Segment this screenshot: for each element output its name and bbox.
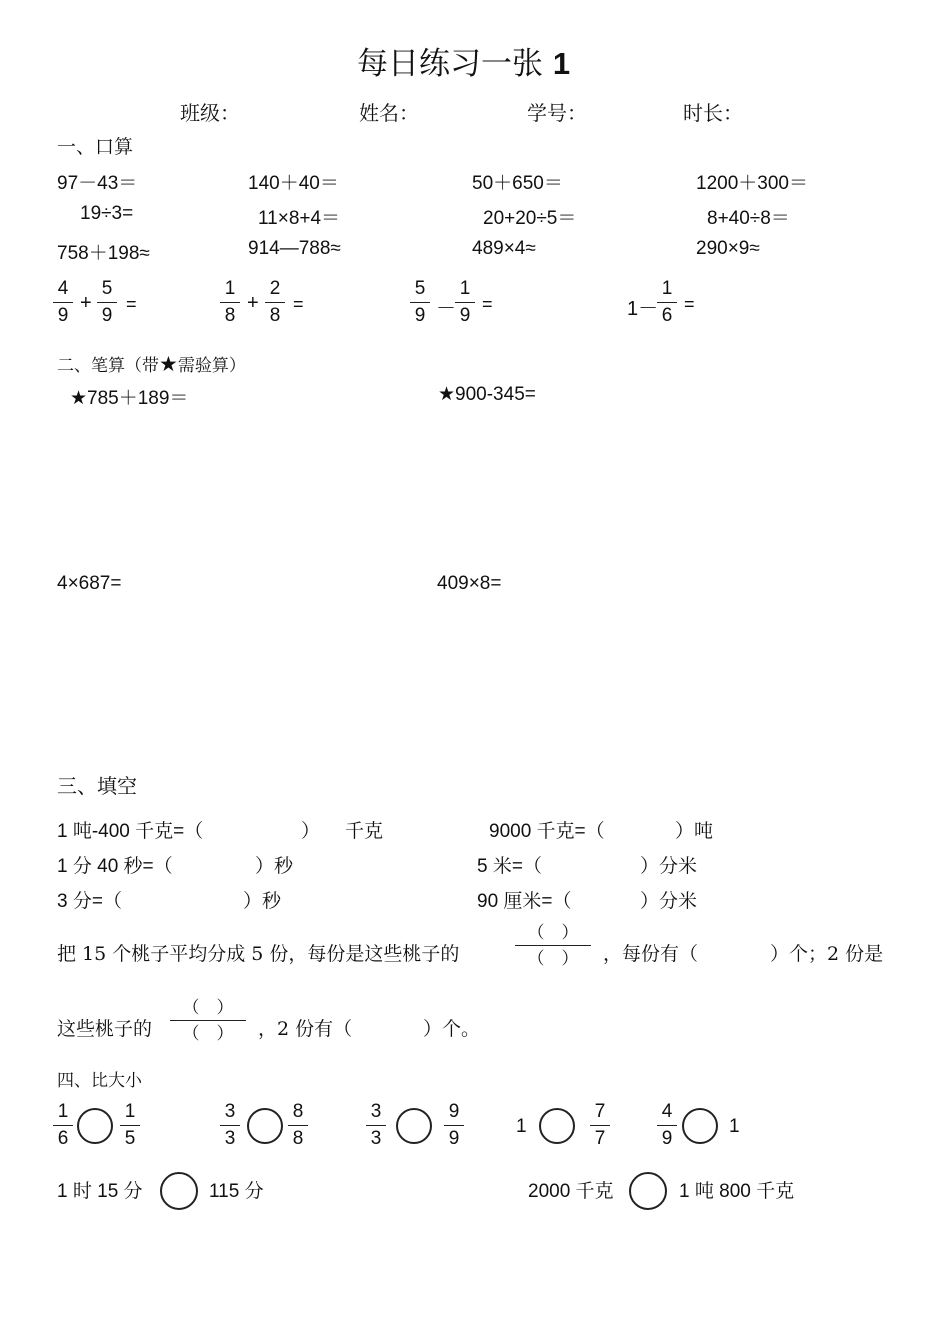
fill-left: 1 分 40 秒=（ — [57, 856, 173, 877]
whole-number: 1 — [729, 1116, 740, 1137]
mental-item: 50＋650＝ — [472, 173, 563, 194]
fill-right: ）秒 — [243, 891, 282, 912]
equals: = — [684, 294, 695, 314]
fraction: 2 8 — [265, 279, 285, 327]
compare-circle[interactable] — [396, 1108, 432, 1144]
section2-heading: 二、笔算（带★需验算） — [57, 352, 246, 376]
word-problem-text: ，每份有（ — [603, 943, 699, 965]
compare-circle[interactable] — [682, 1108, 718, 1144]
word-problem-text: ，2 份有（ — [258, 1018, 353, 1040]
title-number: 1 — [552, 46, 571, 81]
operator: + — [80, 292, 92, 314]
mental-item: 1200＋300＝ — [696, 173, 808, 194]
fraction: 8 8 — [288, 1102, 308, 1150]
whole-minus: 1－ — [627, 298, 659, 320]
equals: = — [126, 294, 137, 314]
compare-circle[interactable] — [539, 1108, 575, 1144]
estimate-item: 290×9≈ — [696, 238, 760, 259]
fill-right: ）吨 — [675, 821, 714, 842]
operator: + — [247, 292, 259, 314]
fill-unit: 千克 — [345, 821, 384, 842]
title-text: 每日练习一张 — [357, 46, 543, 82]
mental-item: 19÷3= — [80, 203, 134, 224]
fill-left: 9000 千克=（ — [489, 821, 605, 842]
fraction: 3 3 — [220, 1102, 240, 1150]
compare-right: 115 分 — [209, 1181, 264, 1202]
fill-right: ）秒 — [255, 856, 294, 877]
fraction: 7 7 — [590, 1102, 610, 1150]
section3-heading: 三、填空 — [57, 776, 137, 798]
written-problem: 409×8= — [437, 573, 502, 594]
blank-fraction: （ ） （ ） — [515, 924, 591, 967]
mental-item: 140＋40＝ — [248, 173, 339, 194]
field-name: 姓名： — [359, 103, 419, 125]
compare-circle[interactable] — [160, 1172, 198, 1210]
compare-left: 1 时 15 分 — [57, 1181, 143, 1202]
fill-left: 3 分=（ — [57, 891, 122, 912]
word-problem-text: ）个。 — [423, 1018, 481, 1040]
fraction: 5 9 — [410, 279, 430, 327]
mental-item: 20+20÷5＝ — [483, 208, 577, 229]
fraction: 4 9 — [657, 1102, 677, 1150]
estimate-item: 758＋198≈ — [57, 243, 150, 264]
blank-fraction: （ ） （ ） — [170, 999, 246, 1042]
estimate-item: 489×4≈ — [472, 238, 536, 259]
equals: = — [482, 294, 493, 314]
section4-heading: 四、比大小 — [57, 1071, 142, 1091]
section1-heading: 一、口算 — [57, 136, 134, 158]
whole-number: 1 — [516, 1116, 527, 1137]
fill-left: 90 厘米=（ — [477, 891, 572, 912]
star-icon: ★ — [159, 352, 178, 376]
written-problem: 4×687= — [57, 573, 122, 594]
fraction: 9 9 — [444, 1102, 464, 1150]
compare-left: 2000 千克 — [528, 1181, 614, 1202]
word-problem-text: ）个；2 份是 — [770, 943, 884, 965]
fraction: 1 8 — [220, 279, 240, 327]
field-duration: 时长： — [683, 103, 743, 125]
compare-circle[interactable] — [247, 1108, 283, 1144]
field-class: 班级： — [180, 103, 240, 125]
written-problem: ★900-345= — [438, 384, 536, 405]
equals: = — [293, 294, 304, 314]
fill-left: 5 米=（ — [477, 856, 542, 877]
field-student-id: 学号： — [527, 103, 587, 125]
fraction: 5 9 — [97, 279, 117, 327]
mental-item: 97－43＝ — [57, 173, 138, 194]
compare-circle[interactable] — [629, 1172, 667, 1210]
word-problem-text: 这些桃子的 — [57, 1018, 153, 1040]
fraction: 1 5 — [120, 1102, 140, 1150]
fill-right: ）分米 — [640, 856, 698, 877]
page-title — [357, 38, 570, 83]
fraction: 3 3 — [366, 1102, 386, 1150]
fill-right: ）分米 — [640, 891, 698, 912]
fraction: 4 9 — [53, 279, 73, 327]
fraction: 1 9 — [455, 279, 475, 327]
mental-item: 11×8+4＝ — [258, 208, 341, 229]
fill-left: 1 吨-400 千克=（ — [57, 821, 204, 842]
fraction: 1 6 — [657, 279, 677, 327]
mental-item: 8+40÷8＝ — [707, 208, 790, 229]
operator: － — [436, 298, 456, 320]
word-problem-text: 把 15 个桃子平均分成 5 份，每份是这些桃子的 — [57, 943, 460, 965]
compare-circle[interactable] — [77, 1108, 113, 1144]
compare-right: 1 吨 800 千克 — [679, 1181, 795, 1202]
estimate-item: 914—788≈ — [248, 238, 341, 259]
fill-right: ） — [301, 821, 321, 842]
fraction: 1 6 — [53, 1102, 73, 1150]
written-problem: ★785＋189＝ — [70, 388, 189, 409]
